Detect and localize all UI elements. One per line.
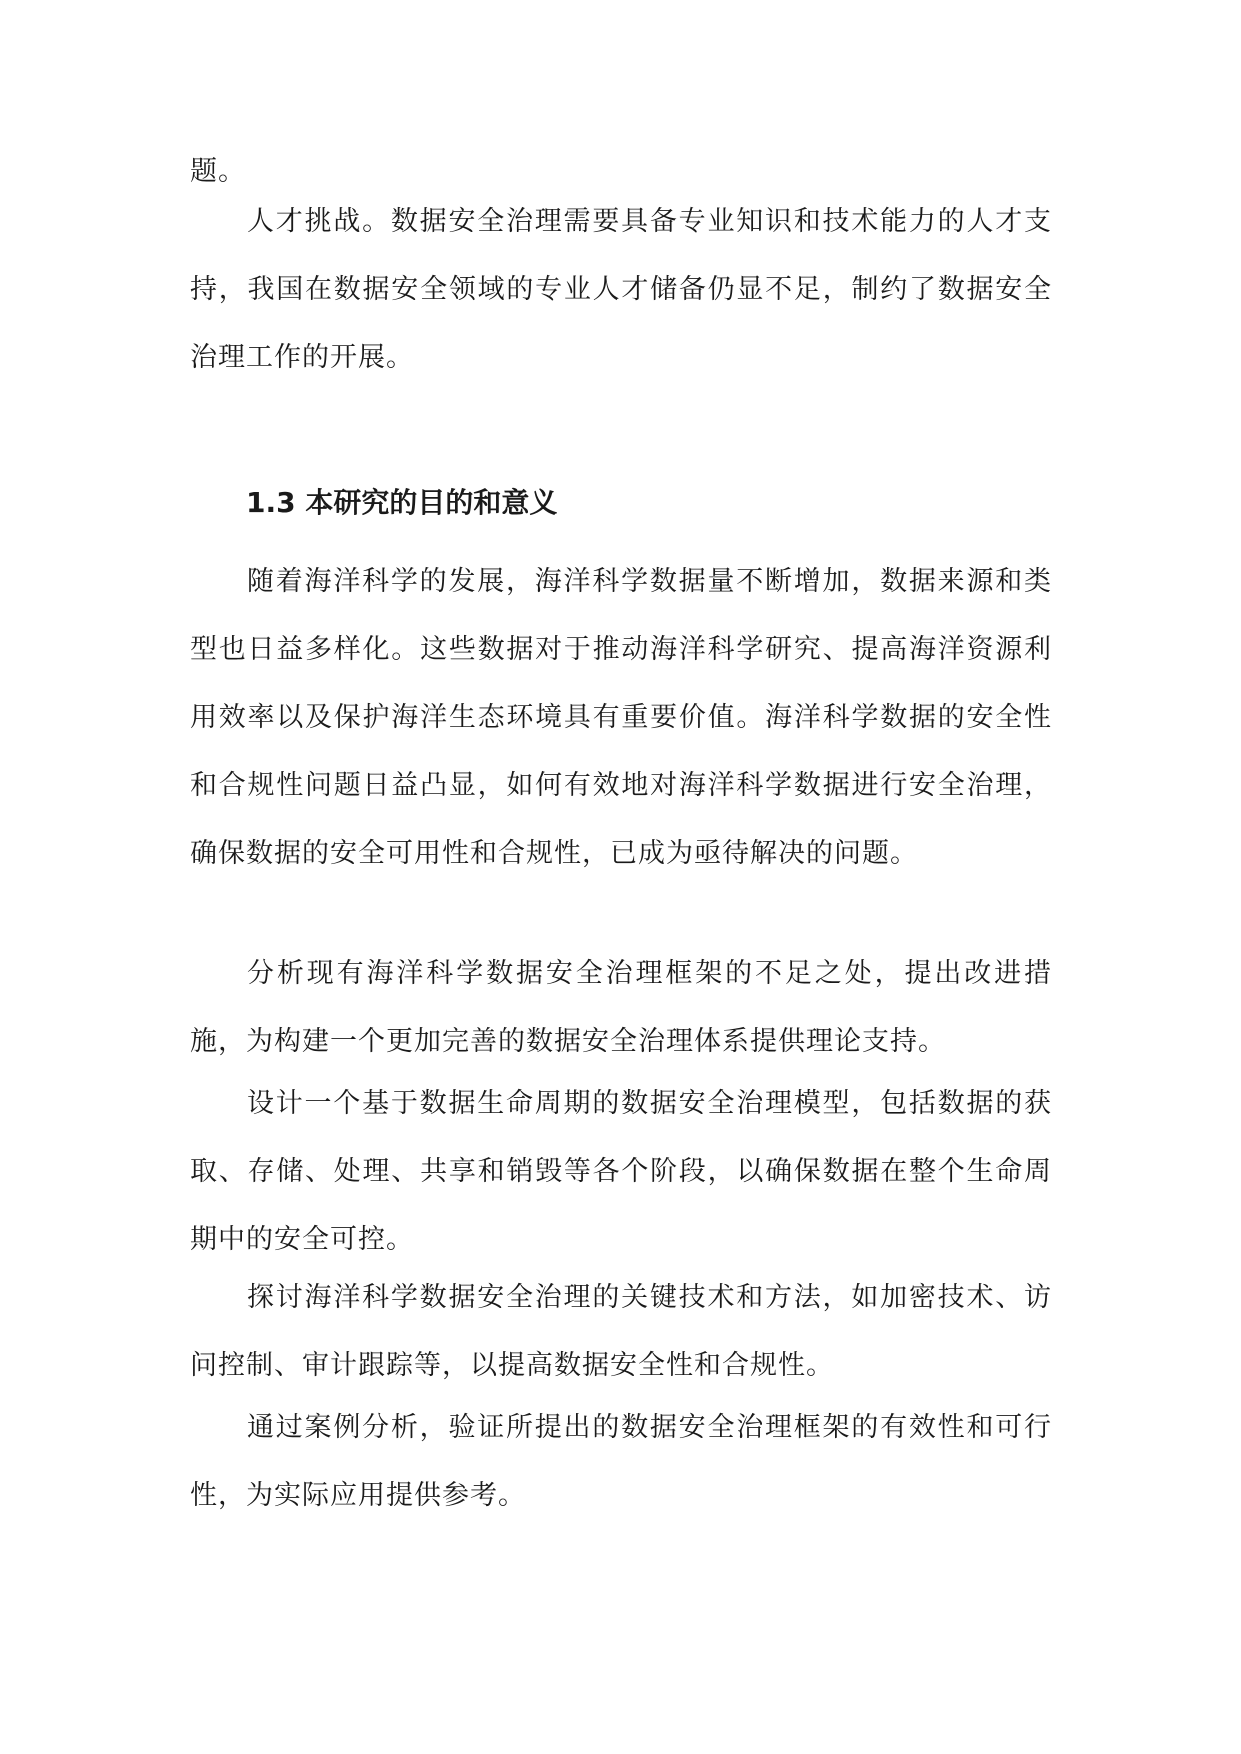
paragraph-objective-3: 探讨海洋科学数据安全治理的关键技术和方法，如加密技术、访问控制、审计跟踪等，以提高数据安全性和合规性。 — [190, 1282, 1052, 1381]
paragraph-objective-4: 通过案例分析，验证所提出的数据安全治理框架的有效性和可行性，为实际应用提供参考。 — [190, 1412, 1052, 1511]
paragraph-objective-1: 分析现有海洋科学数据安全治理框架的不足之处，提出改进措施，为构建一个更加完善的数据安全治理体系提供理论支持。 — [190, 958, 1052, 1057]
paragraph-background: 随着海洋科学的发展，海洋科学数据量不断增加，数据来源和类型也日益多样化。这些数据对于推动海洋科学研究、提高海洋资源利用效率以及保护海洋生态环境具有重要价值。海洋科学数据的安全性和合规性问题日益凸显，如何有效地对海洋科学数据进行安全治理，确保数据的安全可用性和合规性，已成为亟待解决的问题。 — [190, 566, 1052, 869]
paragraph-objective-2: 设计一个基于数据生命周期的数据安全治理模型，包括数据的获取、存储、处理、共享和销毁等各个阶段，以确保数据在整个生命周期中的安全可控。 — [190, 1088, 1052, 1255]
section-heading: 1.3 本研究的目的和意义 — [246, 486, 558, 519]
continuation-text: 题。 — [190, 156, 246, 187]
paragraph-talent-challenge: 人才挑战。数据安全治理需要具备专业知识和技术能力的人才支持，我国在数据安全领域的专业人才储备仍显不足，制约了数据安全治理工作的开展。 — [190, 206, 1052, 373]
